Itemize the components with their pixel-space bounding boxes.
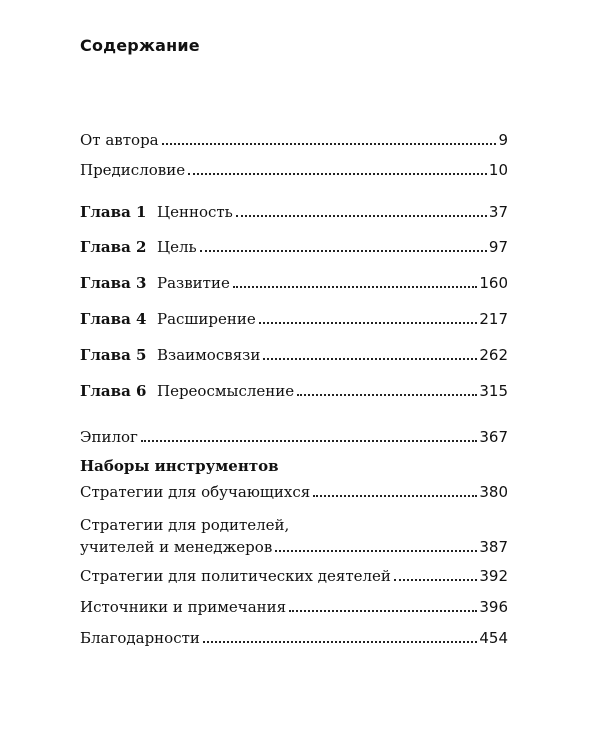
chapter-number: Глава 6: [80, 382, 147, 400]
entry-label: Переосмысление: [157, 382, 295, 400]
dot-leader: [313, 495, 477, 497]
entry-page-number: 387: [479, 538, 508, 556]
entry-label: Стратегии для политических деятелей: [80, 567, 391, 585]
entry-label-line1: Стратегии для родителей,: [80, 516, 290, 534]
entry-label: Эпилог: [80, 428, 138, 446]
toc-entry-chapter-2: [80, 237, 508, 257]
toolkits-heading: Наборы инструментов: [80, 457, 279, 475]
chapter-number: Глава 4: [80, 310, 147, 328]
toc-entry-chapter-4: [80, 309, 508, 329]
entry-label: Расширение: [157, 310, 256, 328]
chapter-number: Глава 5: [80, 346, 147, 364]
dot-leader: [200, 250, 487, 252]
page-title: Содержание: [80, 36, 200, 55]
entry-page-number: 396: [479, 598, 508, 616]
toc-entry-parents: [80, 537, 508, 557]
dot-leader: [297, 394, 477, 396]
toc-entry-chapter-1: [80, 202, 508, 222]
entry-label: Взаимосвязи: [157, 346, 261, 364]
entry-page-number: 97: [488, 238, 508, 256]
chapter-number: Глава 2: [80, 238, 147, 256]
entry-page-number: 9: [498, 131, 508, 149]
chapter-number: Глава 1: [80, 203, 147, 221]
toc-entry-epilogue: [80, 427, 508, 447]
entry-label: Стратегии для обучающихся: [80, 483, 311, 501]
toc-entry-preface: [80, 160, 508, 180]
dot-leader: [236, 215, 487, 217]
toc-entry-politicians: [80, 566, 508, 586]
entry-page-number: 217: [479, 310, 508, 328]
dot-leader: [203, 641, 477, 643]
toc-entry-chapter-5: [80, 345, 508, 365]
entry-page-number: 392: [479, 567, 508, 585]
entry-label: Предисловие: [80, 161, 186, 179]
entry-label: Благодарности: [80, 629, 200, 647]
dot-leader: [188, 173, 487, 175]
toc-entry-acknowledgements: [80, 628, 508, 648]
entry-label: Источники и примечания: [80, 598, 287, 616]
entry-page-number: 315: [479, 382, 508, 400]
toc-entry-chapter-6: [80, 381, 508, 401]
dot-leader: [289, 610, 477, 612]
entry-page-number: 380: [479, 483, 508, 501]
toc-entry-author: [80, 130, 508, 150]
dot-leader: [233, 286, 478, 288]
dot-leader: [141, 440, 477, 442]
entry-page-number: 454: [479, 629, 508, 647]
entry-page-number: 37: [488, 203, 508, 221]
toc-entry-learners: [80, 482, 508, 502]
dot-leader: [263, 358, 477, 360]
entry-label: учителей и менеджеров: [80, 538, 273, 556]
entry-label: От автора: [80, 131, 159, 149]
entry-page-number: 10: [488, 161, 508, 179]
toc-entry-sources: [80, 597, 508, 617]
dot-leader: [259, 322, 478, 324]
toc-entry-chapter-3: [80, 273, 508, 293]
entry-label: Цель: [157, 238, 197, 256]
entry-label: Ценность: [157, 203, 233, 221]
dot-leader: [275, 550, 477, 552]
entry-page-number: 262: [479, 346, 508, 364]
entry-page-number: 367: [479, 428, 508, 446]
dot-leader: [394, 579, 477, 581]
dot-leader: [162, 143, 497, 145]
chapter-number: Глава 3: [80, 274, 147, 292]
entry-page-number: 160: [479, 274, 508, 292]
entry-label: Развитие: [157, 274, 230, 292]
